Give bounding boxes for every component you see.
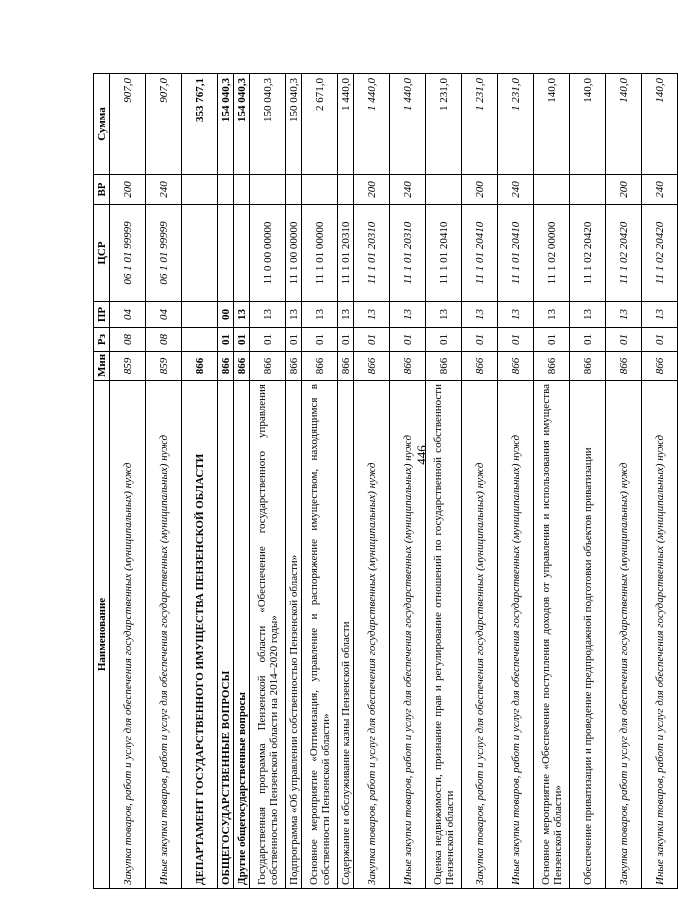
cell-vr <box>182 175 218 205</box>
table-row <box>218 74 234 889</box>
cell-rz: 01 <box>218 328 234 352</box>
cell-csr <box>182 205 218 302</box>
cell-sum: 150 040,3 <box>250 74 286 175</box>
cell-min: 866 <box>234 352 250 381</box>
cell-pr: 13 <box>286 302 302 328</box>
cell-csr: 11 1 00 00000 <box>286 205 302 302</box>
cell-name: Закупка товаров, работ и услуг для обеспечения государственных (муниципальных) нужд <box>606 381 642 889</box>
cell-min: 866 <box>390 352 426 381</box>
cell-csr <box>234 205 250 302</box>
cell-min: 866 <box>286 352 302 381</box>
cell-vr: 200 <box>110 175 146 205</box>
table-row <box>302 74 338 889</box>
cell-pr: 13 <box>534 302 570 328</box>
cell-pr: 13 <box>338 302 354 328</box>
table-row <box>286 74 302 889</box>
cell-min: 866 <box>642 352 678 381</box>
cell-sum: 907,0 <box>110 74 146 175</box>
cell-pr: 13 <box>498 302 534 328</box>
header-min: Мин <box>94 352 110 381</box>
table-row <box>354 74 390 889</box>
cell-csr: 11 1 01 20410 <box>426 205 462 302</box>
cell-csr <box>218 205 234 302</box>
header-sum: Сумма <box>94 74 110 175</box>
cell-sum: 353 767,1 <box>182 74 218 175</box>
cell-sum: 1 440,0 <box>354 74 390 175</box>
cell-name: Оценка недвижимости, признание прав и регулирование отношений по государственной собственности Пензенской области <box>426 381 462 889</box>
cell-csr: 11 1 02 20420 <box>642 205 678 302</box>
cell-rz: 01 <box>570 328 606 352</box>
cell-pr: 13 <box>570 302 606 328</box>
cell-csr: 11 1 01 20410 <box>498 205 534 302</box>
table-row <box>498 74 534 889</box>
cell-vr <box>250 175 286 205</box>
cell-rz: 01 <box>354 328 390 352</box>
cell-rz: 08 <box>146 328 182 352</box>
header-csr: ЦСР <box>94 205 110 302</box>
table-row <box>462 74 498 889</box>
cell-vr: 200 <box>462 175 498 205</box>
cell-sum: 140,0 <box>570 74 606 175</box>
cell-sum: 140,0 <box>534 74 570 175</box>
cell-min: 866 <box>498 352 534 381</box>
table-row <box>570 74 606 889</box>
cell-vr <box>302 175 338 205</box>
cell-vr <box>234 175 250 205</box>
cell-pr: 13 <box>606 302 642 328</box>
cell-rz: 08 <box>110 328 146 352</box>
cell-min: 866 <box>182 352 218 381</box>
cell-min: 866 <box>338 352 354 381</box>
cell-pr: 13 <box>642 302 678 328</box>
table-row <box>182 74 218 889</box>
cell-rz: 01 <box>534 328 570 352</box>
cell-sum: 1 231,0 <box>498 74 534 175</box>
cell-sum: 1 440,0 <box>338 74 354 175</box>
cell-rz: 01 <box>286 328 302 352</box>
cell-csr: 11 1 01 20310 <box>390 205 426 302</box>
cell-csr: 11 0 00 00000 <box>250 205 286 302</box>
cell-name: Основное мероприятие «Оптимизация, управление и распоряжение имуществом, находящимся в собственности Пензенской области» <box>302 381 338 889</box>
cell-name: Иные закупки товаров, работ и услуг для обеспечения государственных (муниципальных) нужд <box>642 381 678 889</box>
cell-sum: 2 671,0 <box>302 74 338 175</box>
table-row <box>390 74 426 889</box>
cell-name: Иные закупки товаров, работ и услуг для обеспечения государственных (муниципальных) нужд <box>146 381 182 889</box>
page-number: 446 <box>414 445 429 465</box>
cell-pr <box>182 302 218 328</box>
cell-vr: 240 <box>390 175 426 205</box>
cell-vr: 240 <box>642 175 678 205</box>
cell-name: Иные закупки товаров, работ и услуг для обеспечения государственных (муниципальных) нужд <box>498 381 534 889</box>
cell-sum: 154 040,3 <box>234 74 250 175</box>
cell-rz <box>182 328 218 352</box>
table-row <box>642 74 678 889</box>
cell-name: Иные закупки товаров, работ и услуг для обеспечения государственных (муниципальных) нужд <box>390 381 426 889</box>
cell-name: ДЕПАРТАМЕНТ ГОСУДАРСТВЕННОГО ИМУЩЕСТВА ПЕНЗЕНСКОЙ ОБЛАСТИ <box>182 381 218 889</box>
cell-rz: 01 <box>498 328 534 352</box>
cell-rz: 01 <box>606 328 642 352</box>
cell-sum: 1 231,0 <box>426 74 462 175</box>
cell-vr <box>218 175 234 205</box>
table-row <box>606 74 642 889</box>
table-header-row <box>94 74 110 889</box>
header-name: Наименование <box>94 381 110 889</box>
header-vr: ВР <box>94 175 110 205</box>
cell-rz: 01 <box>462 328 498 352</box>
cell-min: 866 <box>250 352 286 381</box>
cell-pr: 00 <box>218 302 234 328</box>
cell-vr: 240 <box>498 175 534 205</box>
cell-rz: 01 <box>390 328 426 352</box>
table-row <box>338 74 354 889</box>
table-row <box>110 74 146 889</box>
cell-min: 866 <box>570 352 606 381</box>
cell-csr: 11 1 02 20420 <box>606 205 642 302</box>
budget-table-container <box>93 74 666 889</box>
cell-min: 859 <box>146 352 182 381</box>
cell-csr: 11 1 02 20420 <box>570 205 606 302</box>
cell-min: 866 <box>534 352 570 381</box>
table-row <box>234 74 250 889</box>
cell-vr: 240 <box>146 175 182 205</box>
cell-min: 866 <box>462 352 498 381</box>
table-row <box>426 74 462 889</box>
cell-min: 866 <box>302 352 338 381</box>
cell-pr: 13 <box>354 302 390 328</box>
cell-csr: 11 1 02 00000 <box>534 205 570 302</box>
cell-vr <box>570 175 606 205</box>
cell-rz: 01 <box>426 328 462 352</box>
table-row <box>146 74 182 889</box>
cell-vr <box>338 175 354 205</box>
cell-csr: 11 1 01 20410 <box>462 205 498 302</box>
cell-pr: 13 <box>302 302 338 328</box>
cell-vr <box>286 175 302 205</box>
header-rz: Рз <box>94 328 110 352</box>
cell-name: Содержание и обслуживание казны Пензенской области <box>338 381 354 889</box>
cell-pr: 13 <box>250 302 286 328</box>
cell-sum: 140,0 <box>606 74 642 175</box>
cell-min: 859 <box>110 352 146 381</box>
table-row <box>250 74 286 889</box>
cell-pr: 04 <box>146 302 182 328</box>
cell-name: Подпрограмма «Об управлении собственностью Пензенской области» <box>286 381 302 889</box>
cell-vr <box>534 175 570 205</box>
cell-pr: 13 <box>426 302 462 328</box>
cell-rz: 01 <box>642 328 678 352</box>
table-row <box>534 74 570 889</box>
cell-name: Закупка товаров, работ и услуг для обеспечения государственных (муниципальных) нужд <box>110 381 146 889</box>
cell-csr: 11 1 01 20310 <box>354 205 390 302</box>
cell-csr: 06 1 01 99999 <box>110 205 146 302</box>
cell-min: 866 <box>606 352 642 381</box>
cell-sum: 907,0 <box>146 74 182 175</box>
cell-name: Закупка товаров, работ и услуг для обеспечения государственных (муниципальных) нужд <box>462 381 498 889</box>
cell-name: Основное мероприятие «Обеспечение поступления доходов от управления и использования имущества Пензенской области» <box>534 381 570 889</box>
cell-sum: 150 040,3 <box>286 74 302 175</box>
cell-sum: 154 040,3 <box>218 74 234 175</box>
header-pr: ПР <box>94 302 110 328</box>
cell-min: 866 <box>426 352 462 381</box>
cell-rz: 01 <box>250 328 286 352</box>
cell-rz: 01 <box>234 328 250 352</box>
cell-pr: 04 <box>110 302 146 328</box>
cell-vr <box>426 175 462 205</box>
cell-sum: 140,0 <box>642 74 678 175</box>
cell-csr: 06 1 01 99999 <box>146 205 182 302</box>
cell-vr: 200 <box>606 175 642 205</box>
cell-csr: 11 1 01 00000 <box>302 205 338 302</box>
cell-pr: 13 <box>234 302 250 328</box>
cell-sum: 1 231,0 <box>462 74 498 175</box>
cell-sum: 1 440,0 <box>390 74 426 175</box>
cell-min: 866 <box>218 352 234 381</box>
cell-name: Обеспечение приватизации и проведение предпродажной подготовки объектов приватизации <box>570 381 606 889</box>
cell-min: 866 <box>354 352 390 381</box>
cell-pr: 13 <box>390 302 426 328</box>
cell-rz: 01 <box>338 328 354 352</box>
cell-name: ОБЩЕГОСУДАРСТВЕННЫЕ ВОПРОСЫ <box>218 381 234 889</box>
cell-pr: 13 <box>462 302 498 328</box>
cell-name: Другие общегосударственные вопросы <box>234 381 250 889</box>
cell-name: Закупка товаров, работ и услуг для обеспечения государственных (муниципальных) нужд <box>354 381 390 889</box>
budget-table <box>93 73 678 889</box>
cell-csr: 11 1 01 20310 <box>338 205 354 302</box>
cell-vr: 200 <box>354 175 390 205</box>
cell-rz: 01 <box>302 328 338 352</box>
cell-name: Государственная программа Пензенской области «Обеспечение государственного управления собственностью Пензенской области на 2014–2020 годы» <box>250 381 286 889</box>
